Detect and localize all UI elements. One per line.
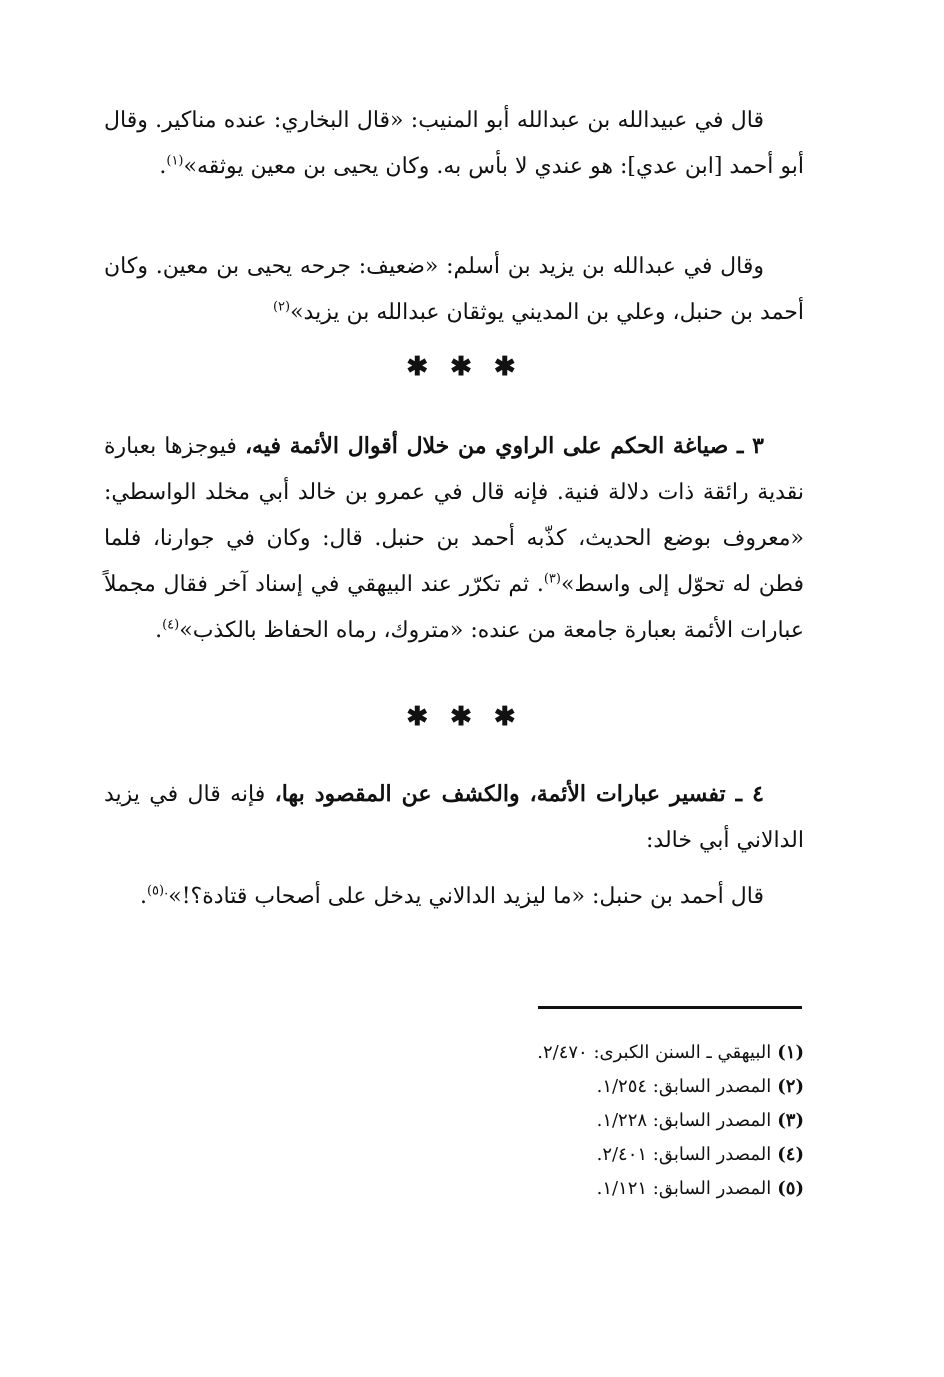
paragraph-text: . ثم تكرّر عند البيهقي في إسناد آخر فقال مجملاً عبارات الأئمة بعبارة جامعة من عنده: «متروك، رماه الحفاظ بالكذب» [104, 572, 804, 643]
paragraph-end: . [159, 154, 167, 179]
footnote-number: (١) [777, 1042, 804, 1063]
paragraph-text: فإنه قال في يزيد الدالاني أبي خالد: [104, 782, 804, 853]
section-heading: ٤ ـ تفسير عبارات الأئمة، والكشف عن المقصود بها، [274, 781, 764, 807]
paragraph-ahmad-quote [104, 874, 804, 920]
paragraph-text: قال في عبيدالله بن عبدالله أبو المنيب: «قال البخاري: عنده مناكير. وقال أبو أحمد [ابن عدي]: هو عندي لا بأس به. وكان يحيى بن معين يوثقه» [104, 108, 804, 179]
paragraph-end: . [155, 618, 163, 643]
footnote-text: المصدر السابق: ١/٢٢٨. [596, 1110, 772, 1131]
footnote-1 [104, 1036, 804, 1070]
footnote-ref: (٤) [162, 617, 180, 633]
paragraph-abdullah-ibn-yazid [104, 244, 804, 336]
paragraph-section-3 [104, 423, 804, 654]
paragraph-section-4 [104, 771, 804, 864]
footnote-text: المصدر السابق: ٢/٤٠١. [596, 1144, 772, 1165]
footnote-text: المصدر السابق: ١/٢٥٤. [596, 1076, 772, 1097]
footnote-text: المصدر السابق: ١/١٢١. [596, 1178, 772, 1199]
footnote-number: (٥) [777, 1178, 804, 1199]
footnote-2 [104, 1070, 804, 1104]
footnote-3 [104, 1104, 804, 1138]
paragraph-text: قال أحمد بن حنبل: «ما ليزيد الدالاني يدخل على أصحاب قتادة؟!» [168, 884, 764, 909]
footnote-ref: (٢) [272, 299, 291, 315]
footnote-5 [104, 1172, 804, 1206]
section-separator: ✱✱✱ [406, 702, 538, 732]
footnote-text: البيهقي ـ السنن الكبرى: ٢/٤٧٠. [537, 1042, 772, 1063]
footnote-ref: (٣) [543, 571, 561, 587]
footnotes [104, 1036, 804, 1206]
footnote-4 [104, 1138, 804, 1172]
section-separator: ✱✱✱ [406, 352, 538, 382]
footnote-number: (٣) [777, 1110, 804, 1131]
footnote-divider [538, 1006, 802, 1009]
paragraph-text: وقال في عبدالله بن يزيد بن أسلم: «ضعيف: جرحه يحيى بن معين. وكان أحمد بن حنبل، وعلي بن المديني يوثقان عبدالله بن يزيد» [104, 254, 804, 325]
paragraph-ubaydullah [104, 98, 804, 190]
section-heading: ٣ ـ صياغة الحكم على الراوي من خلال أقوال الأئمة فيه، [244, 433, 764, 459]
footnote-number: (٢) [777, 1076, 804, 1097]
paragraph-text: فيوجزها بعبارة نقدية رائقة ذات دلالة فنية. فإنه قال في عمرو بن خالد أبي مخلد الواسطي: «معروف بوضع الحديث، كذّبه أحمد بن حنبل. قال: وكان في جوارنا، فلما فطن له تحوّل إلى واسط» [104, 434, 805, 597]
paragraph-end: . [139, 884, 147, 909]
footnote-number: (٤) [777, 1144, 804, 1165]
footnote-ref: (١) [166, 153, 184, 169]
footnote-ref: .(٥) [146, 883, 169, 899]
